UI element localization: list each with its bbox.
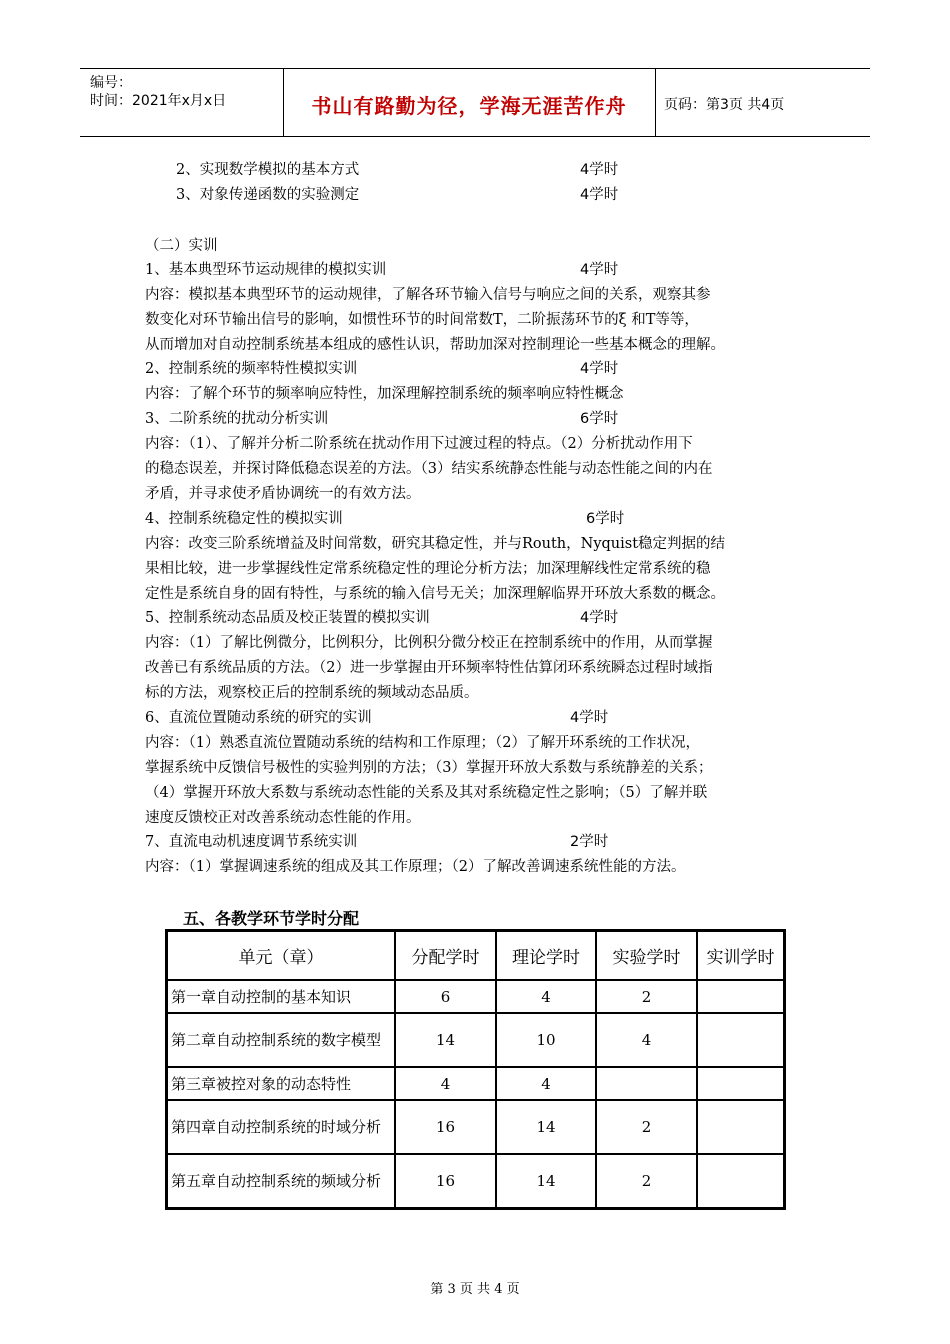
table-cell-value: 16 xyxy=(395,1100,496,1154)
training-heading: （二）实训 xyxy=(145,238,218,254)
table-cell-value: 16 xyxy=(395,1154,496,1208)
table-cell-value: 4 xyxy=(496,980,596,1013)
table-cell-value: 14 xyxy=(496,1154,596,1208)
table-header-cell: 单元（章） xyxy=(167,931,395,980)
table-header-cell: 分配学时 xyxy=(395,931,496,980)
table-cell-value: 2 xyxy=(596,1154,697,1208)
table-cell-value: 4 xyxy=(496,1067,596,1100)
table-cell-unit: 第一章自动控制的基本知识 xyxy=(167,980,395,1013)
training-item-title: 2、控制系统的频率特性模拟实训 xyxy=(145,361,358,377)
header-number-label: 编号： xyxy=(90,75,132,91)
training-item-content: 内容：改变三阶系统增益及时间常数，研究其稳定性，并与Routh，Nyquist稳定判据的结 xyxy=(145,536,726,552)
table-row xyxy=(167,980,784,1013)
table-cell-value: 2 xyxy=(596,980,697,1013)
page-footer: 第 3 页 共 4 页 xyxy=(430,1282,520,1297)
training-item-hours: 4学时 xyxy=(570,710,609,726)
training-item-content: 的稳态误差，并探讨降低稳态误差的方法。（3）结实系统静态性能与动态性能之间的内在 xyxy=(145,461,713,477)
table-row xyxy=(167,1067,784,1100)
header-bottom-rule xyxy=(80,136,870,137)
training-item-title: 5、控制系统动态品质及校正装置的模拟实训 xyxy=(145,610,430,626)
training-item-content: 内容：（1）、了解并分析二阶系统在扰动作用下过渡过程的特点。（2）分析扰动作用下 xyxy=(145,436,693,452)
training-item-title: 1、基本典型环节运动规律的模拟实训 xyxy=(145,262,387,278)
table-header-cell: 实训学时 xyxy=(697,931,784,980)
training-item-title: 6、直流位置随动系统的研究的实训 xyxy=(145,710,372,726)
header-divider-right xyxy=(655,68,656,136)
training-item-content: 果相比较，进一步掌握线性定常系统稳定性的理论分析方法；加深理解线性定常系统的稳 xyxy=(145,561,711,577)
training-item-content: 矛盾，并寻求使矛盾协调统一的有效方法。 xyxy=(145,486,421,502)
training-item-hours: 6学时 xyxy=(580,411,619,427)
table-cell-unit: 第三章被控对象的动态特性 xyxy=(167,1067,395,1100)
table-header-row xyxy=(167,931,784,980)
training-item-content: 数变化对环节输出信号的影响，如惯性环节的时间常数T，二阶振荡环节的ξ 和T等等， xyxy=(145,312,699,328)
header-page-label: 页码：第3页 共4页 xyxy=(664,97,785,113)
training-item-hours: 4学时 xyxy=(580,361,619,377)
training-item-content: 定性是系统自身的固有特性，与系统的输入信号无关；加深理解临界开环放大系数的概念。 xyxy=(145,586,725,602)
training-item-content: 内容：（1）掌握调速系统的组成及其工作原理；（2）了解改善调速系统性能的方法。 xyxy=(145,859,686,875)
training-item-title: 3、二阶系统的扰动分析实训 xyxy=(145,411,329,427)
experiment-title: 2、实现数学模拟的基本方式 xyxy=(176,162,360,178)
table-cell-unit: 第五章自动控制系统的频域分析 xyxy=(167,1154,395,1208)
table-cell-value: 4 xyxy=(596,1013,697,1067)
table-cell-value xyxy=(596,1067,697,1100)
training-item-hours: 4学时 xyxy=(580,610,619,626)
table-cell-value: 14 xyxy=(496,1100,596,1154)
training-item-content: 掌握系统中反馈信号极性的实验判别的方法；（3）掌握开环放大系数与系统静差的关系； xyxy=(145,760,713,776)
table-cell-value xyxy=(697,1154,784,1208)
table-header-cell: 理论学时 xyxy=(496,931,596,980)
table-row xyxy=(167,1154,784,1208)
training-item-content: 内容：模拟基本典型环节的运动规律，了解各环节输入信号与响应之间的关系，观察其参 xyxy=(145,287,711,303)
table-cell-value xyxy=(697,1013,784,1067)
training-item-content: 内容：（1）了解比例微分，比例积分，比例积分微分校正在控制系统中的作用，从而掌握 xyxy=(145,635,713,651)
training-item-content: 速度反馈校正对改善系统动态性能的作用。 xyxy=(145,810,421,826)
training-item-hours: 6学时 xyxy=(586,511,625,527)
experiment-hours: 4学时 xyxy=(580,162,619,178)
training-item-content: 标的方法，观察校正后的控制系统的频域动态品质。 xyxy=(145,685,479,701)
section5-heading: 五、各教学环节学时分配 xyxy=(183,909,360,928)
table-cell-value xyxy=(697,1100,784,1154)
table-header-cell: 实验学时 xyxy=(596,931,697,980)
experiment-hours: 4学时 xyxy=(580,187,619,203)
table-cell-value: 14 xyxy=(395,1013,496,1067)
header-top-rule xyxy=(80,68,870,69)
training-item-content: 内容：（1）熟悉直流位置随动系统的结构和工作原理；（2）了解开环系统的工作状况， xyxy=(145,735,700,751)
table-cell-value: 2 xyxy=(596,1100,697,1154)
training-item-title: 7、直流电动机速度调节系统实训 xyxy=(145,834,358,850)
training-item-content: 内容：了解个环节的频率响应特性，加深理解控制系统的频率响应特性概念 xyxy=(145,386,624,402)
header-date-label: 时间：2021年x月x日 xyxy=(90,93,227,109)
experiment-title: 3、对象传递函数的实验测定 xyxy=(176,187,360,203)
training-item-hours: 4学时 xyxy=(580,262,619,278)
table-cell-unit: 第二章自动控制系统的数字模型 xyxy=(167,1013,395,1067)
training-item-content: 改善已有系统品质的方法。（2）进一步掌握由开环频率特性估算闭环系统瞬态过程时域指 xyxy=(145,660,713,676)
table-cell-value: 10 xyxy=(496,1013,596,1067)
table-cell-value xyxy=(697,1067,784,1100)
table-cell-value xyxy=(697,980,784,1013)
training-item-title: 4、控制系统稳定性的模拟实训 xyxy=(145,511,343,527)
table-cell-unit: 第四章自动控制系统的时域分析 xyxy=(167,1100,395,1154)
table-row xyxy=(167,1013,784,1067)
table-row xyxy=(167,1100,784,1154)
table-cell-value: 4 xyxy=(395,1067,496,1100)
header-motto: 书山有路勤为径，学海无涯苦作舟 xyxy=(311,94,627,118)
hours-allocation-table xyxy=(165,929,786,1210)
training-item-content: 从而增加对自动控制系统基本组成的感性认识，帮助加深对控制理论一些基本概念的理解。 xyxy=(145,337,725,353)
table-cell-value: 6 xyxy=(395,980,496,1013)
training-item-content: （4）掌握开环放大系数与系统动态性能的关系及其对系统稳定性之影响；（5）了解并联 xyxy=(145,785,708,801)
training-item-hours: 2学时 xyxy=(570,834,609,850)
